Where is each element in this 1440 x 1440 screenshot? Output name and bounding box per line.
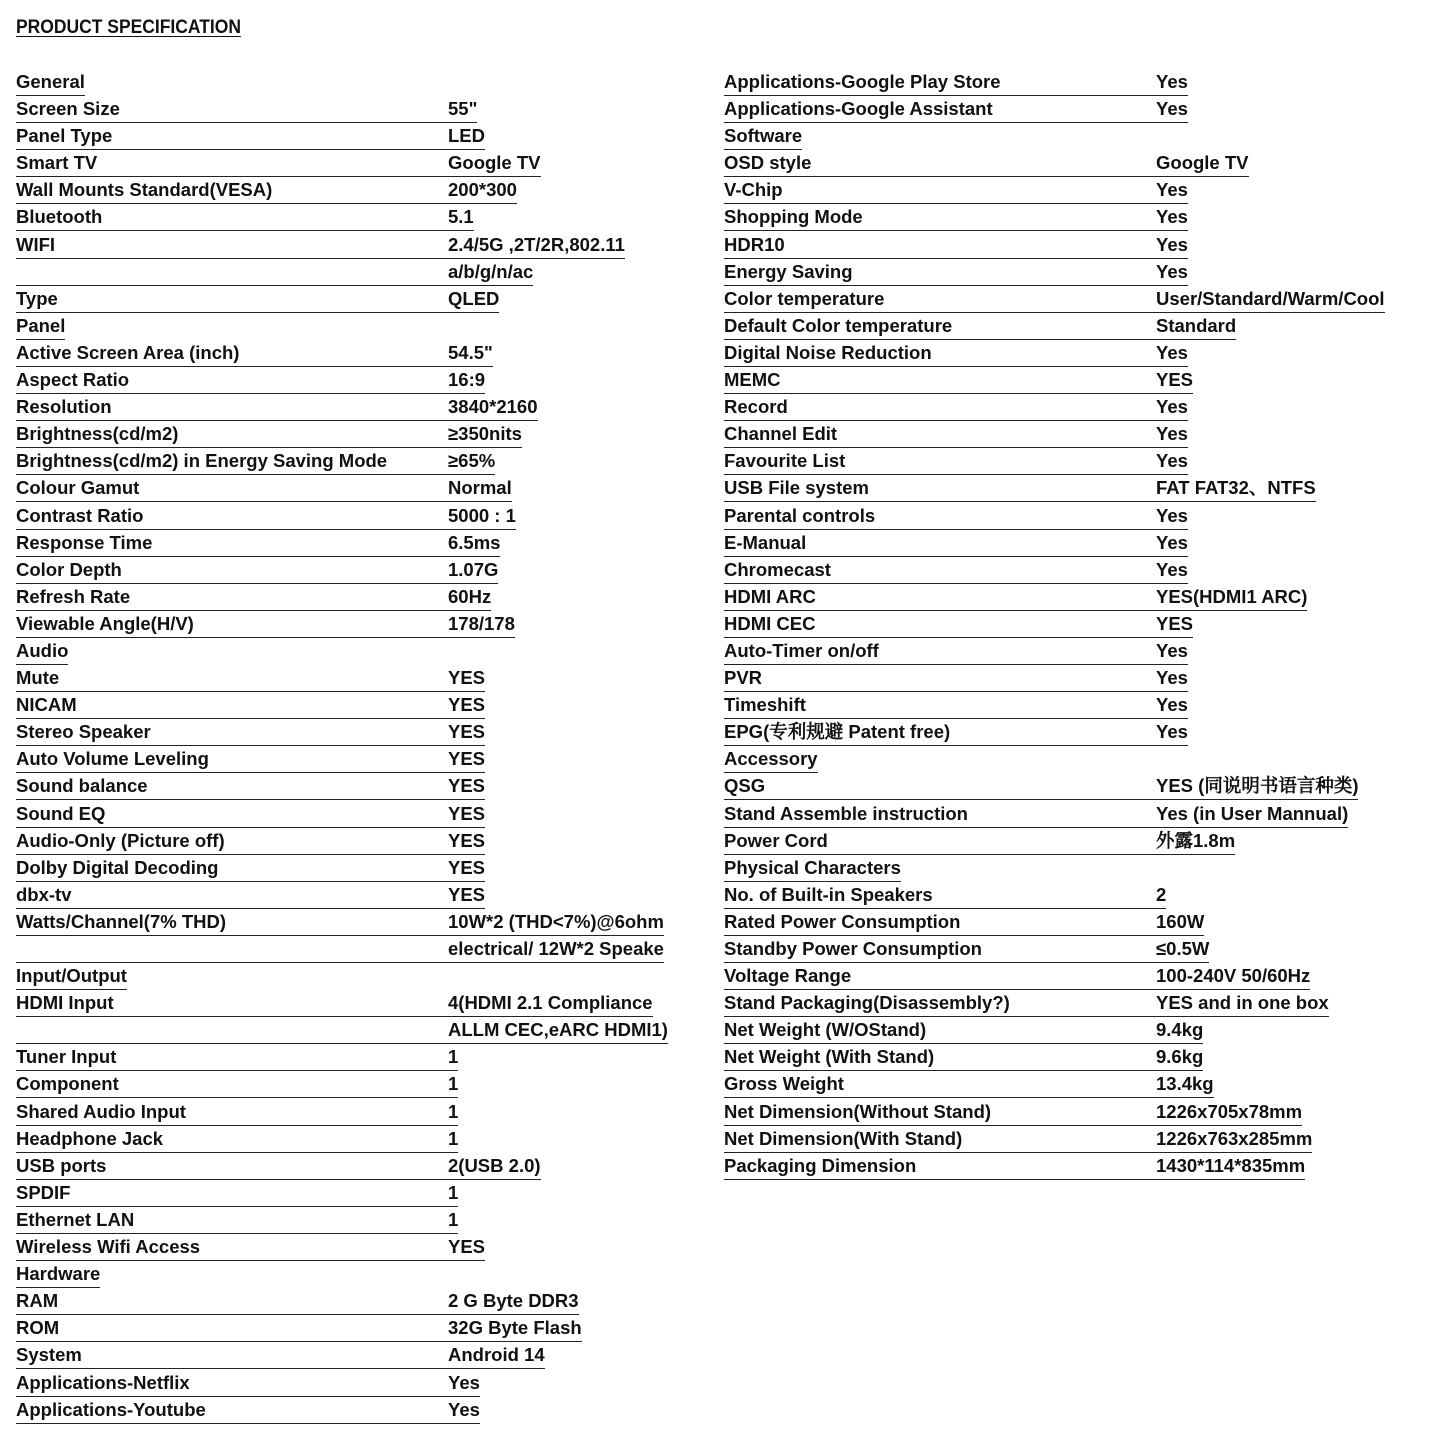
spec-value: 9.6kg — [1156, 1046, 1204, 1068]
spec-value: ≥65% — [448, 450, 496, 472]
spec-label: USB ports — [16, 1154, 107, 1176]
spec-value: 1 — [448, 1127, 459, 1149]
spec-value: 1226x763x285mm — [1156, 1127, 1313, 1149]
spec-value: YES — [448, 802, 486, 824]
spec-value: 5000 : 1 — [448, 504, 516, 526]
row-underline — [724, 935, 1204, 936]
spec-value: Yes — [1156, 206, 1188, 228]
row-underline — [16, 1423, 480, 1424]
spec-value: 10W*2 (THD<7%)@6ohm — [448, 910, 664, 932]
spec-value: 1 — [448, 1208, 459, 1230]
spec-label: Viewable Angle(H/V) — [16, 612, 194, 634]
spec-label: Bluetooth — [16, 206, 103, 228]
row-underline — [724, 285, 1188, 286]
spec-label: Rated Power Consumption — [724, 910, 961, 932]
spec-value: 16:9 — [448, 369, 486, 391]
spec-value: Yes — [1156, 71, 1188, 92]
row-underline — [16, 1125, 458, 1126]
section-title: Accessory — [724, 748, 818, 770]
spec-value: 2 G Byte DDR3 — [448, 1290, 579, 1312]
spec-label: SPDIF — [16, 1181, 71, 1203]
spec-label: ROM — [16, 1317, 60, 1339]
spec-value: YES(HDMI1 ARC) — [1156, 585, 1308, 607]
spec-value: ≤0.5W — [1156, 938, 1210, 959]
spec-label: Type — [16, 287, 58, 309]
row-underline — [724, 230, 1188, 231]
spec-value: YES — [448, 883, 486, 905]
spec-label: Standby Power Consumption — [724, 938, 982, 959]
spec-label: Record — [724, 396, 788, 418]
row-underline — [16, 285, 533, 286]
row-underline — [724, 393, 1193, 394]
spec-label: Color temperature — [724, 287, 885, 309]
spec-label: Sound balance — [16, 775, 148, 797]
spec-value: 1 — [448, 1181, 459, 1203]
row-underline — [724, 827, 1348, 828]
section-underline — [16, 1287, 100, 1288]
spec-value: YES — [448, 721, 486, 743]
spec-label: Component — [16, 1073, 119, 1095]
spec-value: 1226x705x78mm — [1156, 1100, 1303, 1122]
spec-label: HDMI ARC — [724, 585, 816, 607]
row-underline — [724, 122, 1188, 123]
spec-label: Shopping Mode — [724, 206, 863, 228]
spec-value: Normal — [448, 477, 512, 499]
spec-label: Color Depth — [16, 558, 122, 580]
spec-value: 32G Byte Flash — [448, 1317, 582, 1339]
spec-value: Yes — [1156, 98, 1188, 120]
row-underline — [724, 95, 1188, 96]
section-underline — [16, 339, 65, 340]
spec-label: Digital Noise Reduction — [724, 341, 932, 363]
spec-value: Android 14 — [448, 1344, 545, 1366]
row-underline — [724, 718, 1188, 719]
spec-label: EPG(专利规避 Patent free) — [724, 721, 951, 743]
spec-value: electrical/ 12W*2 Speake — [448, 938, 664, 959]
spec-label: Favourite List — [724, 450, 846, 472]
row-underline — [724, 176, 1249, 177]
row-underline — [16, 312, 499, 313]
row-underline — [724, 962, 1209, 963]
spec-value: Yes — [1156, 233, 1188, 255]
spec-label: Panel Type — [16, 125, 113, 147]
spec-label: Energy Saving — [724, 260, 853, 282]
spec-value: YES — [448, 829, 486, 851]
row-underline — [16, 1043, 668, 1044]
spec-value: Yes — [1156, 341, 1188, 363]
spec-label: System — [16, 1344, 82, 1366]
row-underline — [724, 258, 1188, 259]
row-underline — [16, 420, 538, 421]
spec-value: YES — [448, 775, 486, 797]
spec-label: Net Dimension(Without Stand) — [724, 1100, 992, 1122]
row-underline — [16, 908, 485, 909]
row-underline — [16, 1070, 458, 1071]
row-underline — [724, 339, 1236, 340]
spec-label: Net Weight (W/OStand) — [724, 1019, 927, 1041]
section-title: Audio — [16, 639, 69, 661]
spec-label: Applications-Netflix — [16, 1371, 190, 1393]
spec-label: Parental controls — [724, 504, 876, 526]
spec-label: Screen Size — [16, 98, 120, 120]
spec-value: 13.4kg — [1156, 1073, 1214, 1095]
spec-label: E-Manual — [724, 531, 807, 553]
spec-value: 2 — [1156, 883, 1167, 905]
spec-label: Wireless Wifi Access — [16, 1236, 201, 1258]
spec-label: Ethernet LAN — [16, 1208, 135, 1230]
spec-value: a/b/g/n/ac — [448, 260, 534, 282]
spec-value: YES — [448, 856, 486, 878]
spec-label: RAM — [16, 1290, 59, 1312]
row-underline — [16, 854, 485, 855]
spec-value: Yes — [448, 1371, 480, 1393]
row-underline — [16, 881, 485, 882]
spec-label: No. of Built-in Speakers — [724, 883, 933, 905]
spec-label: NICAM — [16, 694, 77, 716]
spec-value: Yes — [448, 1398, 480, 1420]
spec-value: 2(USB 2.0) — [448, 1154, 541, 1176]
row-underline — [16, 447, 522, 448]
row-underline — [16, 1260, 485, 1261]
row-underline — [16, 691, 485, 692]
spec-label: Resolution — [16, 396, 112, 418]
spec-value: 5.1 — [448, 206, 474, 228]
row-underline — [16, 556, 500, 557]
spec-label: Net Weight (With Stand) — [724, 1046, 935, 1068]
spec-label: Contrast Ratio — [16, 504, 144, 526]
row-underline — [16, 718, 485, 719]
spec-label: Packaging Dimension — [724, 1154, 917, 1176]
row-underline — [724, 989, 1310, 990]
spec-label: Power Cord — [724, 829, 828, 851]
spec-value: 1430*114*835mm — [1156, 1154, 1306, 1176]
spec-label: Stereo Speaker — [16, 721, 151, 743]
spec-label: Mute — [16, 667, 60, 689]
spec-value: YES — [448, 694, 486, 716]
section-title: Hardware — [16, 1263, 101, 1285]
row-underline — [724, 854, 1235, 855]
spec-value: 54.5" — [448, 341, 493, 363]
spec-label: dbx-tv — [16, 883, 72, 905]
spec-value: YES — [1156, 612, 1194, 634]
spec-label: Stand Packaging(Disassembly?) — [724, 992, 1010, 1014]
spec-value: LED — [448, 125, 485, 147]
spec-label: HDMI CEC — [724, 612, 816, 634]
spec-value: QLED — [448, 287, 500, 309]
spec-value: Yes — [1156, 504, 1188, 526]
row-underline — [724, 583, 1188, 584]
row-underline — [724, 1152, 1312, 1153]
spec-value: ≥350nits — [448, 423, 522, 445]
row-underline — [16, 1233, 458, 1234]
spec-label: Colour Gamut — [16, 477, 140, 499]
row-underline — [16, 1097, 458, 1098]
spec-label: Auto Volume Leveling — [16, 748, 209, 770]
row-underline — [16, 827, 485, 828]
row-underline — [724, 203, 1188, 204]
row-underline — [16, 935, 664, 936]
spec-value: YES and in one box — [1156, 992, 1329, 1014]
spec-label: Auto-Timer on/off — [724, 639, 879, 661]
spec-value: Yes (in User Mannual) — [1156, 802, 1349, 824]
spec-value: 6.5ms — [448, 531, 501, 553]
section-title: Physical Characters — [724, 856, 901, 878]
row-underline — [16, 1206, 458, 1207]
spec-value: ALLM CEC,eARC HDMI1) — [448, 1019, 668, 1041]
spec-label: Refresh Rate — [16, 585, 131, 607]
row-underline — [16, 501, 512, 502]
row-underline — [16, 230, 474, 231]
row-underline — [16, 176, 541, 177]
row-underline — [724, 745, 1188, 746]
row-underline — [724, 474, 1188, 475]
spec-value: Yes — [1156, 450, 1188, 472]
spec-label: Headphone Jack — [16, 1127, 164, 1149]
row-underline — [16, 1396, 480, 1397]
spec-value: Google TV — [448, 152, 541, 174]
row-underline — [16, 122, 477, 123]
spec-label: Applications-Google Play Store — [724, 71, 1001, 92]
row-underline — [724, 529, 1188, 530]
section-title: Software — [724, 125, 803, 147]
row-underline — [16, 203, 517, 204]
spec-value: Yes — [1156, 179, 1188, 201]
spec-value: 1.07G — [448, 558, 499, 580]
spec-value: Yes — [1156, 721, 1188, 743]
spec-value: 200*300 — [448, 179, 517, 201]
spec-value: 1 — [448, 1073, 459, 1095]
spec-value: 2.4/5G ,2T/2R,802.11 — [448, 233, 625, 255]
spec-value: 1 — [448, 1046, 459, 1068]
spec-value: Standard — [1156, 314, 1237, 336]
spec-label: Wall Mounts Standard(VESA) — [16, 179, 273, 201]
spec-label: WIFI — [16, 233, 56, 255]
row-underline — [16, 474, 495, 475]
row-underline — [724, 799, 1358, 800]
spec-value: 9.4kg — [1156, 1019, 1204, 1041]
row-underline — [16, 772, 485, 773]
spec-label: HDR10 — [724, 233, 785, 255]
spec-label: Dolby Digital Decoding — [16, 856, 219, 878]
section-title: Input/Output — [16, 965, 127, 987]
section-underline — [724, 881, 901, 882]
section-underline — [724, 149, 802, 150]
spec-label: Net Dimension(With Stand) — [724, 1127, 963, 1149]
spec-value: Yes — [1156, 396, 1188, 418]
spec-label: Voltage Range — [724, 965, 852, 987]
spec-value: YES — [448, 748, 486, 770]
section-title: Panel — [16, 314, 66, 336]
spec-label: Smart TV — [16, 152, 98, 174]
section-title: General — [16, 71, 85, 92]
row-underline — [16, 1341, 582, 1342]
spec-value: YES — [448, 1236, 486, 1258]
row-underline — [16, 1368, 545, 1369]
row-underline — [16, 799, 485, 800]
spec-label: Gross Weight — [724, 1073, 844, 1095]
row-underline — [16, 1179, 541, 1180]
row-underline — [724, 312, 1385, 313]
spec-value: YES (同说明书语言种类) — [1156, 775, 1359, 797]
row-underline — [724, 1097, 1214, 1098]
spec-value: 1 — [448, 1100, 459, 1122]
spec-label: Brightness(cd/m2) — [16, 423, 179, 445]
spec-value: Yes — [1156, 694, 1188, 716]
spec-value: 100-240V 50/60Hz — [1156, 965, 1311, 987]
row-underline — [724, 1125, 1302, 1126]
spec-label: Shared Audio Input — [16, 1100, 186, 1122]
spec-label: USB File system — [724, 477, 869, 499]
page-title: PRODUCT SPECIFICATION — [16, 17, 241, 38]
spec-label: QSG — [724, 775, 766, 797]
row-underline — [724, 664, 1188, 665]
row-underline — [724, 366, 1188, 367]
section-underline — [16, 989, 127, 990]
spec-value: YES — [448, 667, 486, 689]
spec-label: Chromecast — [724, 558, 831, 580]
row-underline — [16, 366, 493, 367]
row-underline — [724, 1070, 1203, 1071]
row-underline — [16, 149, 485, 150]
spec-label: HDMI Input — [16, 992, 114, 1014]
spec-label: Aspect Ratio — [16, 369, 130, 391]
row-underline — [724, 1016, 1329, 1017]
spec-label: Stand Assemble instruction — [724, 802, 968, 824]
row-underline — [16, 962, 664, 963]
spec-value: 55" — [448, 98, 478, 120]
spec-value: Yes — [1156, 639, 1188, 661]
row-underline — [724, 1043, 1203, 1044]
spec-value: YES — [1156, 369, 1194, 391]
row-underline — [16, 745, 485, 746]
spec-value: Yes — [1156, 531, 1188, 553]
spec-label: OSD style — [724, 152, 812, 174]
spec-label: Default Color temperature — [724, 314, 953, 336]
spec-label: V-Chip — [724, 179, 783, 201]
spec-value: 178/178 — [448, 612, 515, 634]
row-underline — [16, 583, 498, 584]
spec-value: 60Hz — [448, 585, 492, 607]
section-underline — [16, 664, 68, 665]
spec-label: Channel Edit — [724, 423, 838, 445]
spec-label: Applications-Youtube — [16, 1398, 206, 1420]
row-underline — [16, 529, 516, 530]
spec-value: 3840*2160 — [448, 396, 538, 418]
section-underline — [724, 772, 818, 773]
spec-label: Brightness(cd/m2) in Energy Saving Mode — [16, 450, 388, 472]
row-underline — [724, 610, 1307, 611]
spec-label: Watts/Channel(7% THD) — [16, 910, 227, 932]
row-underline — [16, 1314, 579, 1315]
spec-value: 外露1.8m — [1156, 829, 1236, 851]
row-underline — [16, 258, 625, 259]
row-underline — [724, 501, 1316, 502]
spec-label: Active Screen Area (inch) — [16, 341, 240, 363]
spec-label: MEMC — [724, 369, 781, 391]
row-underline — [16, 637, 515, 638]
spec-label: Response Time — [16, 531, 153, 553]
spec-value: Yes — [1156, 667, 1188, 689]
spec-label: Audio-Only (Picture off) — [16, 829, 225, 851]
row-underline — [16, 1016, 653, 1017]
section-underline — [16, 95, 85, 96]
row-underline — [16, 610, 491, 611]
spec-label: Timeshift — [724, 694, 806, 716]
spec-value: 160W — [1156, 910, 1205, 932]
row-underline — [724, 908, 1166, 909]
spec-label: Applications-Google Assistant — [724, 98, 993, 120]
row-underline — [724, 691, 1188, 692]
row-underline — [724, 556, 1188, 557]
spec-value: 4(HDMI 2.1 Compliance — [448, 992, 653, 1014]
spec-label: Sound EQ — [16, 802, 106, 824]
spec-value: Yes — [1156, 558, 1188, 580]
row-underline — [724, 420, 1188, 421]
spec-value: Yes — [1156, 423, 1188, 445]
spec-value: Google TV — [1156, 152, 1249, 174]
spec-label: PVR — [724, 667, 763, 689]
row-underline — [16, 1152, 458, 1153]
spec-value: FAT FAT32、NTFS — [1156, 477, 1316, 499]
row-underline — [16, 393, 485, 394]
row-underline — [724, 637, 1193, 638]
row-underline — [724, 447, 1188, 448]
row-underline — [724, 1179, 1305, 1180]
spec-value: Yes — [1156, 260, 1188, 282]
spec-value: User/Standard/Warm/Cool — [1156, 287, 1385, 309]
spec-label: Tuner Input — [16, 1046, 117, 1068]
